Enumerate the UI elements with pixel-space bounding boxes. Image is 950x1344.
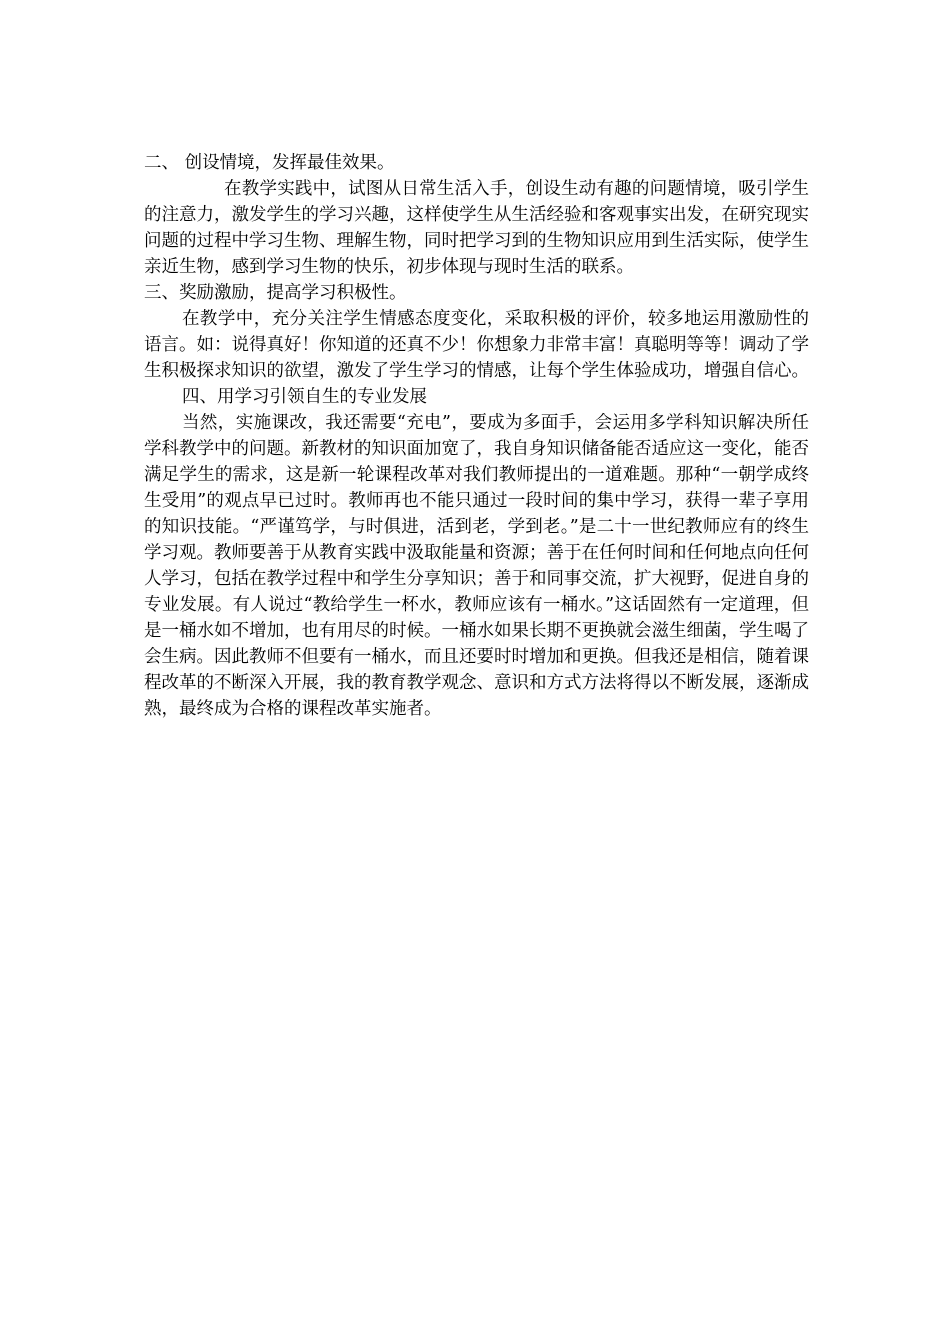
section-paragraph: 在教学中，充分关注学生情感态度变化，采取积极的评价，较多地运用激励性的语言。如：说得真好！你知道的还真不少！你想象力非常丰富！真聪明等等！调动了学生积极探求知识的欲望，激发了学生学习的情感，让每个学生体验成功，增强自信心。 [144, 309, 809, 381]
section-2 [144, 150, 809, 280]
section-heading: 三、奖励激励，提高学习积极性。 [144, 283, 407, 303]
section-3 [144, 280, 809, 384]
section-paragraph: 当然，实施课改，我还需要“充电”，要成为多面手，会运用多学科知识解决所任学科教学中的问题。新教材的知识面加宽了，我自身知识储备能否适应这一变化，能否满足学生的需求，这是新一轮课程改革对我们教师提出的一道难题。那种“一朝学成终生受用”的观点早已过时。教师再也不能只通过一段时间的集中学习，获得一辈子享用的知识技能。“严谨笃学，与时俱进，活到老，学到老。”是二十一世纪教师应有的终生学习观。教师要善于从教育实践中汲取能量和资源；善于在任何时间和任何地点向任何人学习，包括在教学过程中和学生分享知识；善于和同事交流，扩大视野，促进自身的专业发展。有人说过“教给学生一杯水，教师应该有一桶水。”这话固然有一定道理，但是一桶水如不增加，也有用尽的时候。一桶水如果长期不更换就会滋生细菌，学生喝了会生病。因此教师不但要有一桶水，而且还要时时增加和更换。但我还是相信，随着课程改革的不断深入开展，我的教育教学观念、意识和方式方法将得以不断发展，逐渐成熟，最终成为合格的课程改革实施者。 [144, 413, 809, 719]
section-4 [144, 384, 809, 722]
section-paragraph: 在教学实践中，试图从日常生活入手，创设生动有趣的问题情境，吸引学生的注意力，激发学生的学习兴趣，这样使学生从生活经验和客观事实出发，在研究现实问题的过程中学习生物、理解生物，同时把学习到的生物知识应用到生活实际，使学生亲近生物，感到学习生物的快乐，初步体现与现时生活的联系。 [144, 179, 809, 277]
document-page [144, 150, 809, 722]
section-heading: 二、 创设情境，发挥最佳效果。 [144, 153, 395, 173]
section-heading: 四、用学习引领自生的专业发展 [182, 387, 427, 407]
